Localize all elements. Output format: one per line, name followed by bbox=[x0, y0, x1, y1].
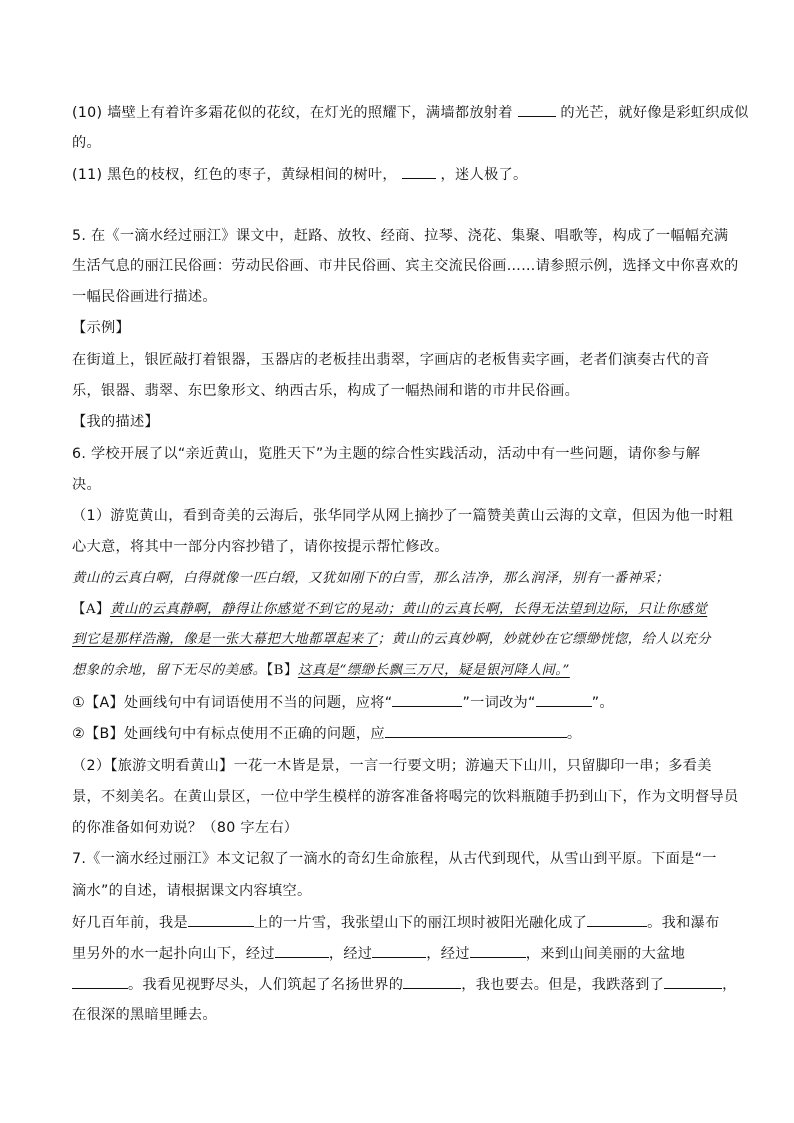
answer-blank[interactable] bbox=[536, 692, 592, 707]
quote-text: 想象的余地，留下无尽的美感。 bbox=[72, 663, 267, 678]
q11-text: ，迷人极了。 bbox=[440, 167, 528, 183]
answer-blank[interactable] bbox=[72, 974, 128, 989]
my-description-heading: 【我的描述】 bbox=[72, 414, 159, 430]
fill-text: ，来到山间美丽的大盆地 bbox=[525, 946, 686, 962]
subquestion-text: ①【A】处画线句中有词语使用不当的问题，应将“ bbox=[72, 695, 393, 711]
q10-text: (10) 墙壁上有着许多霜花似的花纹，在灯光的照耀下，满墙都放射着 bbox=[72, 105, 513, 121]
q6-part2-line-1: （2）【旅游文明看黄山】一花一木皆是景，一言一行要文明；游遍天下山川，只留脚印一串；多看美 bbox=[72, 758, 712, 774]
q7-line-2: 滴水”的自述，请根据课文内容填空。 bbox=[72, 883, 312, 899]
underlined-sentence-a-end: 到它是那样浩瀚，像是一张大幕把大地都罩起来了 bbox=[72, 632, 378, 647]
q10-line-2: 的。 bbox=[72, 135, 101, 151]
fill-text: 。我和瀑布 bbox=[647, 915, 720, 931]
underlined-sentence-a: 黄山的云真静啊，静得让你感觉不到它的晃动；黄山的云真长啊，长得无法望到边际，只让你感觉 bbox=[109, 602, 708, 617]
q6-part1-line-1: （1）游览黄山，看到奇美的云海后，张华同学从网上摘抄了一篇赞美黄山云海的文章，但因为他一时粗 bbox=[72, 508, 734, 524]
q6-part2-line-2: 景，不刻美名。在黄山景区，一位中学生模样的游客准备将喝完的饮料瓶随手扔到山下，作为文明督导员 bbox=[72, 789, 739, 805]
answer-blank[interactable] bbox=[403, 974, 461, 989]
subquestion-text: ”一词改为“ bbox=[462, 695, 536, 711]
q6-subquestion-a bbox=[72, 692, 724, 713]
fill-text: 上的一片雪，我张望山下的丽江坝时被阳光融化成了 bbox=[253, 915, 588, 931]
quote-line-1: 黄山的云真白啊，白得就像一匹白缎，又犹如刚下的白雪，那么洁净，那么润泽，别有一番神采； bbox=[72, 571, 670, 586]
answer-blank[interactable] bbox=[587, 912, 647, 927]
q7-line-1: 7.《一滴水经过丽江》本文记叙了一滴水的奇幻生命旅程，从古代到现代，从雪山到平原。下面是“一 bbox=[72, 851, 717, 867]
answer-blank[interactable] bbox=[518, 102, 556, 117]
fill-text: 。我看见视野尽头，人们筑起了名扬世界的 bbox=[128, 977, 404, 993]
fill-text: ，我也要去。但是，我跌落到了 bbox=[461, 977, 665, 993]
q6-part2-line-3: 的你准备如何劝说？（80 字左右） bbox=[72, 820, 299, 836]
q5-line-1: 5. 在《一滴水经过丽江》课文中，赶路、放牧、经商、拉琴、浇花、集聚、唱歌等，构成了一幅幅充满 bbox=[72, 228, 729, 244]
answer-blank[interactable] bbox=[385, 723, 567, 738]
q5-line-3: 一幅民俗画进行描述。 bbox=[72, 289, 217, 305]
underlined-sentence-b: 这真是“缥缈长飘三万尺，疑是银河降人间。” bbox=[297, 663, 570, 678]
fill-text: ，经过 bbox=[328, 946, 373, 962]
q10-text: 的光芒，就好像是彩虹织成似 bbox=[560, 105, 749, 121]
answer-blank[interactable] bbox=[275, 943, 329, 958]
subquestion-text: 。 bbox=[566, 726, 582, 742]
q7-fill-line-1 bbox=[72, 912, 724, 933]
answer-blank[interactable] bbox=[402, 164, 436, 179]
q11-line bbox=[72, 164, 724, 185]
fill-text: 里另外的水一起扑向山下，经过 bbox=[72, 946, 275, 962]
q6-line-1: 6. 学校开展了以“亲近黄山，览胜天下”为主题的综合性实践活动，活动中有一些问题，请你参与解 bbox=[72, 446, 701, 462]
q6-subquestion-b bbox=[72, 723, 724, 744]
q7-fill-line-4: 在很深的黑暗里睡去。 bbox=[72, 1007, 217, 1023]
example-line-2: 乐，银器、翡翠、东巴象形文、纳西古乐，构成了一幅热闹和谐的市井民俗画。 bbox=[72, 383, 580, 399]
example-line-1: 在街道上，银匠敲打着银器，玉器店的老板挂出翡翠，字画店的老板售卖字画，老者们演奏古代的音 bbox=[72, 352, 710, 368]
q11-text: (11) 黑色的枝杈，红色的枣子，黄绿相间的树叶， bbox=[72, 167, 397, 183]
fill-text: 好几百年前，我是 bbox=[72, 915, 188, 931]
subquestion-text: ”。 bbox=[591, 695, 614, 711]
example-heading: 【示例】 bbox=[72, 320, 130, 336]
quote-text: ；黄山的云真妙啊，妙就妙在它缥缈恍惚，给人以充分 bbox=[377, 632, 711, 647]
q7-fill-line-2 bbox=[72, 943, 724, 964]
quote-line-2 bbox=[72, 600, 724, 620]
q6-line-2: 决。 bbox=[72, 477, 101, 493]
q5-line-2: 生活气息的丽江民俗画：劳动民俗画、市井民俗画、宾主交流民俗画……请参照示例，选择文中你喜欢的 bbox=[72, 258, 739, 274]
quote-line-3 bbox=[72, 630, 724, 650]
answer-blank[interactable] bbox=[188, 912, 254, 927]
marker-b: 【B】 bbox=[266, 663, 298, 678]
quote-line-4 bbox=[72, 661, 724, 681]
fill-text: ，经过 bbox=[426, 946, 470, 962]
marker-a: 【A】 bbox=[72, 602, 110, 617]
q10-line-1 bbox=[72, 102, 749, 123]
q6-part1-line-2: 心大意，将其中一部分内容抄错了，请你按提示帮忙修改。 bbox=[72, 539, 449, 555]
answer-blank[interactable] bbox=[392, 692, 462, 707]
fill-text: ， bbox=[722, 977, 737, 993]
answer-blank[interactable] bbox=[372, 943, 426, 958]
subquestion-text: ②【B】处画线句中有标点使用不正确的问题，应 bbox=[72, 726, 385, 742]
q7-fill-line-3 bbox=[72, 974, 737, 995]
answer-blank[interactable] bbox=[470, 943, 526, 958]
answer-blank[interactable] bbox=[664, 974, 722, 989]
